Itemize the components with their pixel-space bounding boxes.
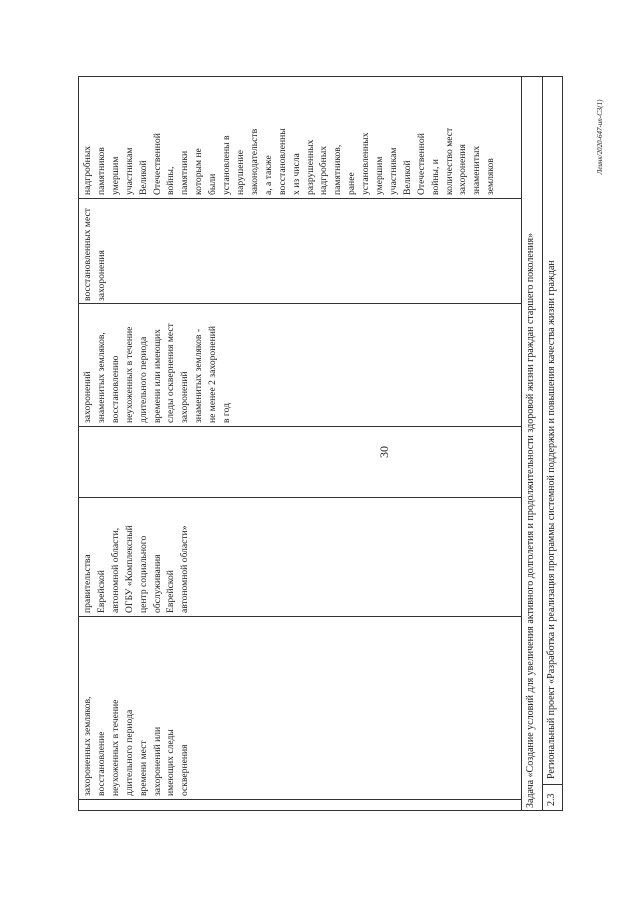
table-border-right [78,76,563,77]
page-number: 30 [377,446,391,458]
column-divider-4 [78,426,521,427]
row-divider-task [542,76,543,811]
column-divider-2 [78,616,521,617]
document-code: Леинк/2020-647-ип-СЗ(1) [596,99,604,175]
column-divider-6 [78,198,521,199]
table-cell-col-5: захоронений знаменитых земляков, восстановлению неухоженных в течение длительного периода времени или имеющих следы осквернения мест захоронений знаменитых земляков - не менее 2 захоронений в год [81,322,232,423]
project-row-text: Региональный проект «Разработка и реализация программы системной поддержки и повышения качества жизни граждан [545,259,557,779]
row-divider-main [521,76,522,811]
table-border-left [78,810,563,811]
project-number: 2.3 [545,793,557,806]
task-row-text: Задача «Создание условий для увеличения активного долголетия и продолжительности здоровой жизни граждан старшего поколения» [524,232,536,808]
table-border-top [78,76,79,811]
table-cell-col-6: восстановленных мест захоронения [81,207,107,301]
column-divider-3 [78,497,521,498]
table-cell-col-3: правительства Еврейской автономной области, ОГБУ «Комплексный центр социального обслуживания Еврейской автономной области» [81,524,190,613]
table-border-bottom [562,76,563,811]
project-number-divider [542,784,562,785]
table-cell-col-2: захороненных земляков, восстановление неухоженных в течение длительного периода времени мест захоронений или имеющих следы осквернения [81,696,190,796]
column-divider-5 [78,303,521,304]
column-divider-1 [78,799,521,800]
rotated-table-sheet [78,76,563,811]
table-cell-col-7: надгробных памятников умершим участникам Великой Отечественной войны, памятники которым не были установлены в нарушение законодательств а, а также восстановленны х из числа разрушенных надгробных памятников, ранее установленных умершим участникам Великой Отечественной войны, и количество мест захоронения знаменитых земляков [81,127,496,195]
